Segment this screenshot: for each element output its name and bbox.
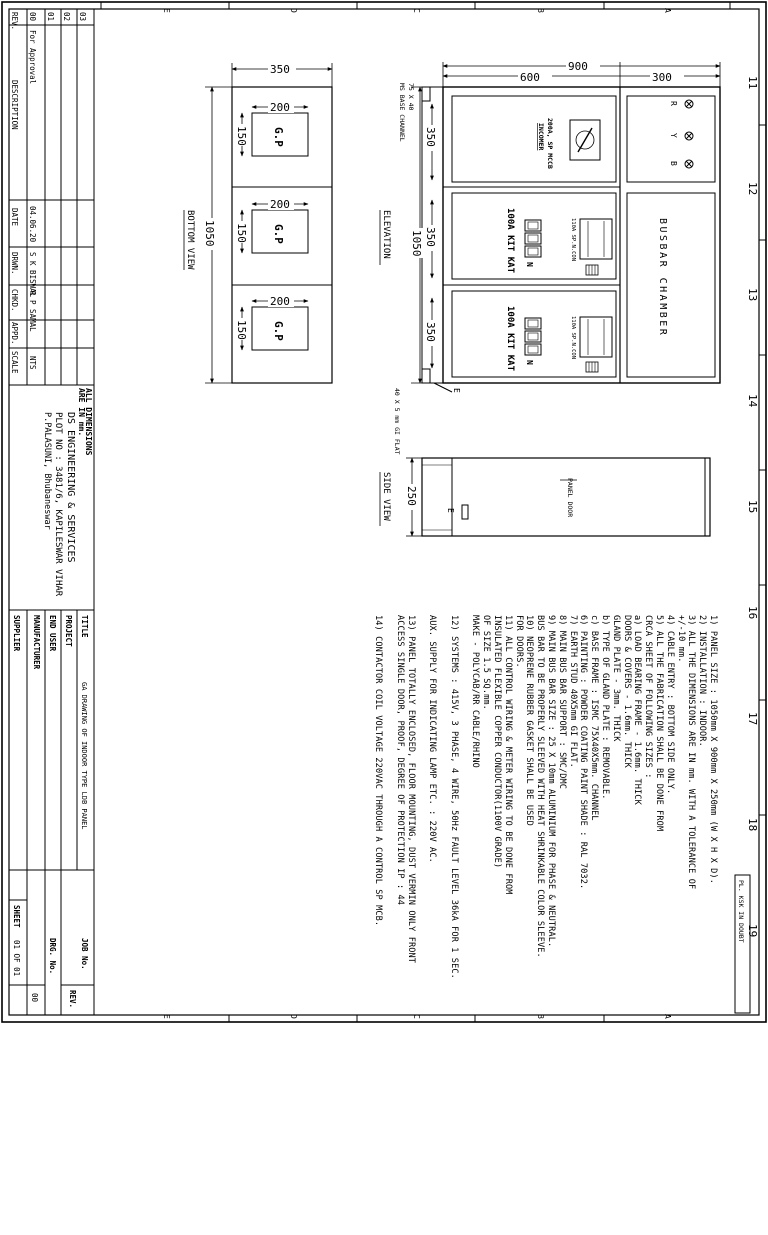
- note-line: 7) EARTH STUD 40X5mm GI FLAT.: [567, 615, 578, 768]
- panel-door-label: PANEL DOOR: [566, 478, 574, 518]
- note-line: 8) MAIN BUS BAR SUPPORT : SMC/DMC: [556, 615, 567, 790]
- lamp-y-label: Y: [669, 133, 678, 138]
- plate-2-label: G.P: [272, 224, 285, 244]
- base-channel-label: MS BASE CHANNEL: [398, 83, 406, 142]
- rev-row-00-chkd: R P SAMAL: [28, 291, 37, 332]
- appd-header: APPD.: [10, 322, 19, 345]
- mccb-label: INCOMER: [537, 123, 545, 151]
- note-line: 9) MAIN BUS BAR SIZE : 25 X 10mm ALUMINIUM FOR PHASE & NEUTRAL.: [546, 615, 556, 948]
- bottom-view-labels: [184, 62, 296, 341]
- earth-flat-label: 40 X 5 mm GI FLAT: [393, 388, 401, 455]
- end-user-label: END USER: [48, 615, 57, 652]
- note-line: 2) INSTALLATION : INDOOR.: [697, 615, 708, 747]
- rev-row-00-description: For Approval: [28, 30, 37, 85]
- rev-row-00-drwn: S K BISWAL: [28, 252, 37, 298]
- title-label: TITLE: [80, 615, 89, 638]
- note-line: +/-10 mm.: [675, 615, 686, 663]
- note-line: 1) PANEL SIZE : 1050mm X 900mm X 250mm (W X H X D).: [708, 615, 718, 884]
- stamp-text: PL. KSK IN DOUBT: [737, 880, 745, 943]
- elevation-labels: [380, 83, 461, 455]
- rev-row-03: 03: [78, 12, 87, 22]
- bottom-dim-width: 350: [270, 63, 290, 76]
- dim-height: 1050: [410, 230, 423, 257]
- note-line: 14) CONTACTOR COIL VOLTAGE 220VAC THROUGH A CONTROL SP MCB.: [373, 615, 384, 927]
- note-line: 10) NEOPRENE RUBBER GASKET SHALL BE USED: [524, 615, 535, 826]
- note-line: ACCESS SINGLE DOOR, PROOF, DEGREE OF PROTECTION IP : 44: [394, 615, 405, 906]
- zone-number-17: 17: [746, 712, 759, 726]
- zone-number-15: 15: [746, 500, 759, 514]
- note-line: 13) PANEL TOTALLY ENCLOSED, FLOOR MOUNTING, DUST VERMIN ONLY FRONT: [405, 615, 416, 964]
- dim-right-width: 300: [652, 71, 672, 84]
- note-line: 4) CABLE ENTRY : BOTTOM SIDE ONLY.: [664, 615, 675, 795]
- zone-ticks: [101, 2, 766, 1022]
- dim-row1: 350: [424, 127, 437, 147]
- title-value: GA DRAWING OF INDOOR TYPE LDB PANEL: [80, 682, 88, 830]
- side-view-labels: [380, 472, 574, 526]
- dim-total-width: 900: [568, 60, 588, 73]
- note-line: 11) ALL CONTROL WIRING & METER WIRING TO BE DONE FROM: [502, 615, 513, 895]
- plate-1-height: 150: [235, 126, 248, 146]
- rev-row-02: 02: [62, 12, 71, 22]
- scale-header: SCALE: [10, 351, 19, 374]
- bottom-dim-height: 1050: [203, 220, 216, 247]
- note-line: GLAND PLATE - 3mm. THICK: [610, 615, 621, 742]
- note-line: b) TYPE OF GLAND PLATE : REMOVABLE.: [600, 615, 610, 800]
- kitkat-label-1: 100A KIT KAT: [505, 208, 515, 274]
- note-line: c) BASE FRAME : ISMC 75X40X5mm. CHANNEL: [589, 615, 600, 821]
- note-line: BUS BAR TO BE PROPERLY SLEEVED WITH HEAT SHRINKABLE COLOR SLEEVE.: [535, 615, 546, 958]
- lamp-r: [669, 100, 693, 108]
- manufacturer-label: MANUFACTURER: [32, 615, 41, 670]
- description-header: DESCRIPTION: [10, 80, 19, 130]
- neutral-label-1: N: [525, 262, 534, 267]
- zone-letter-d-top: D: [289, 8, 298, 13]
- plate-3-label: G.P: [272, 321, 285, 341]
- plate-1-width: 200: [270, 101, 290, 114]
- side-view-dimensions: [406, 458, 577, 536]
- elevation-title: ELEVATION: [381, 210, 391, 259]
- project-label: PROJECT: [64, 615, 73, 647]
- elevation-dimensions: [411, 62, 720, 383]
- zone-letter-e-top: E: [162, 8, 171, 13]
- zone-letter-d-bottom: D: [289, 1014, 298, 1019]
- zone-number-16: 16: [746, 606, 759, 620]
- drg-no-label: DRG. No.: [48, 938, 57, 975]
- note-line: 12) SYSTEMS : 415V, 3 PHASE, 4 WIRE, 50Hz FAULT LEVEL 36kA FOR 1 SEC.: [448, 615, 459, 979]
- zone-number-11: 11: [746, 76, 759, 90]
- busbar-chamber-label: BUSBAR CHAMBER: [657, 218, 668, 338]
- zone-letter-c-bottom: C: [412, 1014, 421, 1019]
- dims-note-2: ARE IN mm.: [77, 388, 86, 437]
- zone-number-14: 14: [746, 394, 759, 408]
- note-line: CRCA SHEET OF FOLLOWING SIZES :: [643, 615, 654, 779]
- zone-letter-b-bottom: B: [536, 1014, 545, 1019]
- note-line: 5) ALL THE FABRICATION SHALL BE DONE FROM: [654, 615, 664, 832]
- note-line: a) LOAD BEARING FRAME - 1.6mm. THICK: [632, 615, 643, 805]
- lamp-b: [669, 160, 693, 168]
- zone-number-12: 12: [746, 182, 759, 196]
- outgoing-module-1: [505, 208, 612, 275]
- zone-letter-c-top: C: [412, 8, 421, 13]
- company-name: DS ENGINEERING & SERVICES: [65, 412, 76, 563]
- sheet-label: SHEET: [12, 905, 21, 928]
- side-dim-depth: 250: [405, 486, 418, 506]
- spn-contactor-1: 110A SP.N.CON: [570, 218, 576, 262]
- indicator-lamps: [669, 100, 693, 168]
- note-line: FOR DOORS.: [513, 615, 524, 668]
- outgoing-module-2: [505, 306, 612, 372]
- stamp: [735, 875, 750, 1013]
- zone-letter-e-bottom: E: [162, 1014, 171, 1019]
- side-view-title: SIDE VIEW: [381, 472, 391, 521]
- rev-label: REV.: [68, 990, 77, 1009]
- dims-note-1: ALL DIMENSIONS: [84, 388, 93, 456]
- note-line: OF SIZE 1.5 SQ.mm.: [481, 615, 492, 710]
- chkd-header: CHKD.: [10, 289, 19, 312]
- side-view: [422, 458, 710, 536]
- company-block: [42, 388, 93, 597]
- rev-row-00-date: 04.06.20: [28, 206, 37, 243]
- plate-2-height: 150: [235, 223, 248, 243]
- date-header: DATE: [10, 208, 19, 227]
- zone-numbers-right: [746, 76, 759, 937]
- note-line: MAKE - POLYCAB/RR CABLE/RHINO: [470, 615, 481, 768]
- rev-row-00: 00: [28, 12, 37, 22]
- incomer-mccb: [537, 118, 600, 169]
- zone-number-13: 13: [746, 288, 759, 302]
- rev-header: REV.: [10, 12, 19, 31]
- neutral-label-2: N: [525, 360, 534, 365]
- zone-letter-b-top: B: [536, 8, 545, 13]
- dim-row2: 350: [424, 227, 437, 247]
- sheet-value: 01 OF 01: [12, 940, 21, 977]
- note-line: INSULATED FLEXIBLE COPPER CONDUCTOR(1100V GRADE): [492, 615, 502, 869]
- supplier-label: SUPPLIER: [12, 615, 21, 652]
- base-dim-label: 75 X 40: [407, 83, 415, 111]
- bottom-view-title: BOTTOM VIEW: [185, 210, 195, 270]
- plate-3-width: 200: [270, 295, 290, 308]
- spn-contactor-2: 110A SP.N.CON: [570, 316, 576, 360]
- rev-row-01: 01: [46, 12, 55, 22]
- kitkat-label-2: 100A KIT KAT: [505, 306, 515, 372]
- mccb-rating: 200A, SP MCCB: [546, 118, 554, 169]
- rev-value: 00: [30, 993, 39, 1003]
- lamp-y: [669, 132, 693, 140]
- plate-1-label: G.P: [272, 127, 285, 147]
- rev-row-00-scale: NTS: [28, 356, 37, 370]
- drwn-header: DRWN.: [10, 252, 19, 275]
- earth-symbol: E: [452, 388, 461, 393]
- side-earth-symbol: E: [446, 508, 455, 513]
- lamp-b-label: B: [669, 161, 678, 166]
- zone-number-19: 19: [746, 924, 759, 938]
- company-address-2: P.PALASUNI, Bhubaneswar: [42, 412, 52, 530]
- note-line: 3) ALL THE DIMENSIONS ARE IN mm. WITH A TOLERANCE OF: [686, 615, 697, 890]
- plate-2-width: 200: [270, 198, 290, 211]
- note-line: DOORS & COVERS - 1.6mm. THICK: [621, 615, 632, 768]
- plate-3-height: 150: [235, 320, 248, 340]
- zone-number-18: 18: [746, 818, 759, 832]
- zone-letter-a-bottom: A: [663, 1014, 672, 1019]
- job-no-label: JOB No.: [80, 938, 89, 970]
- dim-left-width: 600: [520, 71, 540, 84]
- dim-row3: 350: [424, 322, 437, 342]
- note-line: AUX. SUPPLY FOR INDICATING LAMP ETC. : 220V AC.: [427, 615, 438, 863]
- company-address-1: PLOT NO : 3481/6, KAPILESWAR VIHAR: [53, 412, 63, 597]
- note-line: 6) PAINTING : POWDER COATING PAINT SHADE : RAL 7032.: [578, 615, 589, 890]
- lamp-r-label: R: [669, 101, 678, 106]
- zone-letter-a-top: A: [663, 8, 672, 13]
- elevation-dimension-labels: [410, 59, 684, 346]
